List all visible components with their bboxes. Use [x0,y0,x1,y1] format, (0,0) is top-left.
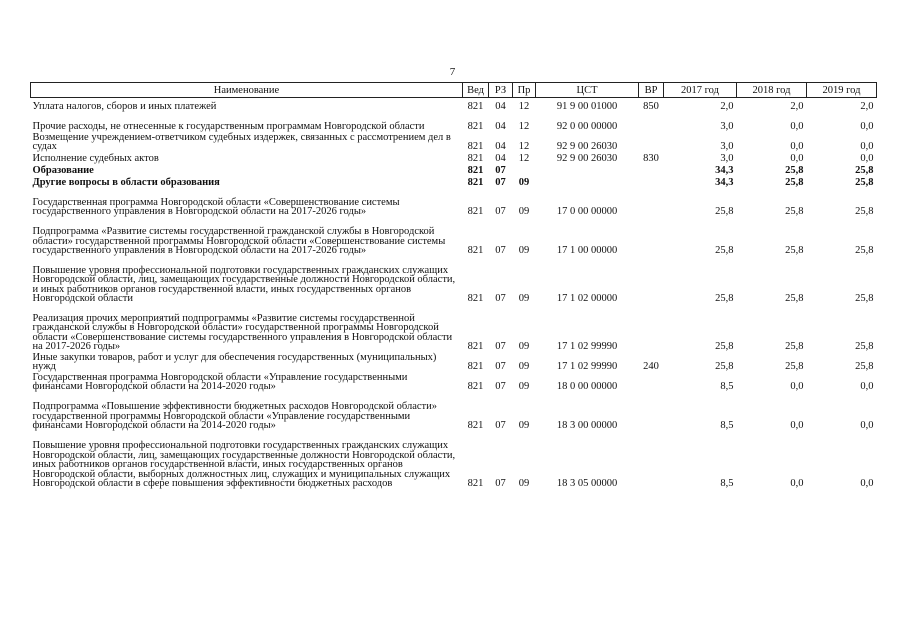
row-rz: 07 [495,293,506,305]
row-2017: 34,3 [715,165,734,177]
row-rz: 04 [495,141,506,153]
header-rz: РЗ [489,83,513,98]
row-rz: 04 [495,121,506,133]
table-row [31,176,877,188]
row-name: Подпрограмма «Развитие системы государственной гражданской службы в Новгородской области» государственной программы Новгородской области «Совершенствование системы государственного управления в Новгородской области на 2017-2026 годы» [32,226,446,257]
row-ved: 821 [467,206,484,218]
row-vr: 830 [643,153,659,165]
header-ved: Вед [463,83,489,98]
row-ved: 821 [467,381,484,393]
row-name: Повышение уровня профессиональной подготовки государственных гражданских служащих Новгородской области, лиц, замещающих государственные должности Новгородской области, и иных работников органов государственной власти, иных государственных органов Новгородской области [32,264,456,305]
row-pr: 12 [518,121,530,133]
row-cst: 92 0 00 00000 [556,121,618,133]
header-2017: 2017 год [664,83,737,98]
row-vr [639,304,664,352]
row-2018: 0,0 [790,381,804,393]
row-2017: 34,3 [715,177,734,189]
row-cst: 17 1 02 99990 [556,361,618,373]
table-row [31,112,877,132]
row-pr: 09 [518,420,530,432]
row-rz: 07 [495,361,506,373]
budget-table [30,82,877,489]
row-name: Повышение уровня профессиональной подготовки государственных гражданских служащих Новгородской области, лиц, замещающих государственные должности Новгородской области, иных работников органов государственной власти, иных государственных органов Новгородской области, выборных должностных лиц, служащих и муниципальных служащих Новгородской области в сфере повышения эффективности бюджетных расходов [32,440,456,490]
row-pr: 09 [518,361,530,373]
row-cst: 17 1 00 00000 [556,245,618,257]
row-2018: 0,0 [790,121,804,133]
header-2019: 2019 год [807,83,877,98]
page-number: 7 [449,66,456,78]
row-2019: 2,0 [860,101,874,113]
row-cst [536,176,639,188]
row-vr [639,112,664,132]
row-rz: 07 [495,206,506,218]
row-2018: 25,8 [785,341,804,353]
row-2019: 25,8 [855,177,874,189]
row-2017: 25,8 [715,361,734,373]
row-pr: 12 [518,141,530,153]
row-pr: 09 [518,177,530,189]
row-pr: 12 [518,153,530,165]
row-2017: 25,8 [715,341,734,353]
row-rz: 04 [495,101,506,113]
row-name: Подпрограмма «Повышение эффективности бюджетных расходов Новгородской области» государственной программы Новгородской области «Управление государственными финансами Новгородской области на 2014-2020 годы» [32,401,437,432]
table-row [31,372,877,392]
header-2018: 2018 год [737,83,807,98]
row-cst: 91 9 00 01000 [556,101,618,113]
row-2017: 8,5 [720,478,734,490]
row-vr [639,217,664,256]
row-name: Реализация прочих мероприятий подпрограммы «Развитие системы государственной гражданской службы в Новгородской области» государственной программы Новгородской области «Совершенствование системы государственного управления в Новгородской области на 2017-2026 годы» [32,312,453,353]
row-pr: 09 [518,206,530,218]
row-vr [639,164,664,176]
row-ved: 821 [467,478,484,490]
row-ved: 821 [467,361,484,373]
table-row [31,98,877,113]
row-2019: 0,0 [860,121,874,133]
row-cst: 17 1 02 99990 [556,341,618,353]
row-cst [536,164,639,176]
row-vr [639,431,664,489]
header-name: Наименование [31,83,463,98]
table-row [31,132,877,152]
row-ved: 821 [467,245,484,257]
table-row [31,392,877,431]
row-2017: 25,8 [715,245,734,257]
row-rz: 07 [495,245,506,257]
row-pr: 12 [518,101,530,113]
row-2017: 3,0 [720,121,734,133]
row-ved: 821 [467,341,484,353]
row-rz: 07 [495,341,506,353]
row-2017: 3,0 [720,153,734,165]
row-vr [639,188,664,217]
row-2018: 0,0 [790,141,804,153]
row-2019: 0,0 [860,153,874,165]
row-2019: 25,8 [855,361,874,373]
row-cst: 92 9 00 26030 [556,153,618,165]
row-2017: 8,5 [720,381,734,393]
row-2019: 25,8 [855,206,874,218]
row-name: Исполнение судебных актов [32,153,159,165]
row-ved: 821 [467,121,484,133]
row-rz: 07 [495,177,506,189]
row-2017: 2,0 [720,101,734,113]
row-rz: 07 [495,478,506,490]
row-pr: 09 [518,245,530,257]
row-cst: 18 0 00 00000 [556,381,618,393]
row-2018: 0,0 [790,478,804,490]
row-rz: 07 [495,420,506,432]
row-cst: 92 9 00 26030 [556,141,618,153]
row-2019: 0,0 [860,141,874,153]
row-2019: 0,0 [860,478,874,490]
row-2018: 25,8 [785,361,804,373]
table-row [31,152,877,164]
row-name: Другие вопросы в области образования [32,177,220,189]
row-2018: 25,8 [785,177,804,189]
row-2019: 0,0 [860,381,874,393]
table-row [31,188,877,217]
row-vr [639,392,664,431]
row-name: Государственная программа Новгородской области «Управление государственными финансами Новгородской области на 2014-2020 годы» [32,371,408,393]
row-ved: 821 [467,101,484,113]
table-row [31,164,877,176]
row-vr: 850 [643,101,659,113]
row-name: Образование [32,165,94,177]
row-2017: 8,5 [720,420,734,432]
row-2019: 0,0 [860,420,874,432]
row-name: Государственная программа Новгородской области «Совершенствование системы государственного управления в Новгородской области на 2017-2026 годы» [32,196,400,218]
row-2019: 25,8 [855,293,874,305]
row-name: Иные закупки товаров, работ и услуг для обеспечения государственных (муниципальных) нужд [32,351,437,373]
table-row [31,217,877,256]
row-2019: 25,8 [855,245,874,257]
header-cst: ЦСТ [536,83,639,98]
row-2017: 25,8 [715,206,734,218]
row-2017: 3,0 [720,141,734,153]
table-row [31,352,877,372]
row-cst: 17 1 02 00000 [556,293,618,305]
row-2018: 0,0 [790,153,804,165]
row-2019: 25,8 [855,341,874,353]
row-rz: 07 [495,381,506,393]
row-2018: 25,8 [785,293,804,305]
row-pr: 09 [518,293,530,305]
row-2018: 25,8 [785,165,804,177]
row-2017: 25,8 [715,293,734,305]
row-ved: 821 [467,293,484,305]
row-rz: 04 [495,153,506,165]
header-pr: Пр [513,83,536,98]
row-name: Уплата налогов, сборов и иных платежей [32,101,217,113]
row-2018: 25,8 [785,245,804,257]
row-vr: 240 [643,361,659,373]
row-pr [513,164,536,176]
row-2019: 25,8 [855,165,874,177]
row-vr [639,176,664,188]
row-ved: 821 [467,177,484,189]
row-cst: 18 3 00 00000 [556,420,618,432]
row-rz: 07 [495,165,506,177]
row-pr: 09 [518,341,530,353]
table-row [31,431,877,489]
row-vr [639,256,664,304]
row-ved: 821 [467,420,484,432]
row-pr: 09 [518,381,530,393]
row-cst: 18 3 05 00000 [556,478,618,490]
row-ved: 821 [467,141,484,153]
row-2018: 2,0 [790,101,804,113]
row-2018: 0,0 [790,420,804,432]
table-row [31,256,877,304]
table-row [31,304,877,352]
row-ved: 821 [467,165,484,177]
row-name: Прочие расходы, не отнесенные к государственным программам Новгородской области [32,121,425,133]
row-vr [639,132,664,152]
row-vr [639,372,664,392]
row-pr: 09 [518,478,530,490]
row-2018: 25,8 [785,206,804,218]
row-ved: 821 [467,153,484,165]
row-cst: 17 0 00 00000 [556,206,618,218]
table-header-row [31,83,877,98]
header-vr: ВР [639,83,664,98]
row-name: Возмещение учреждением-ответчиком судебных издержек, связанных с рассмотрением дел в судах [32,131,451,153]
